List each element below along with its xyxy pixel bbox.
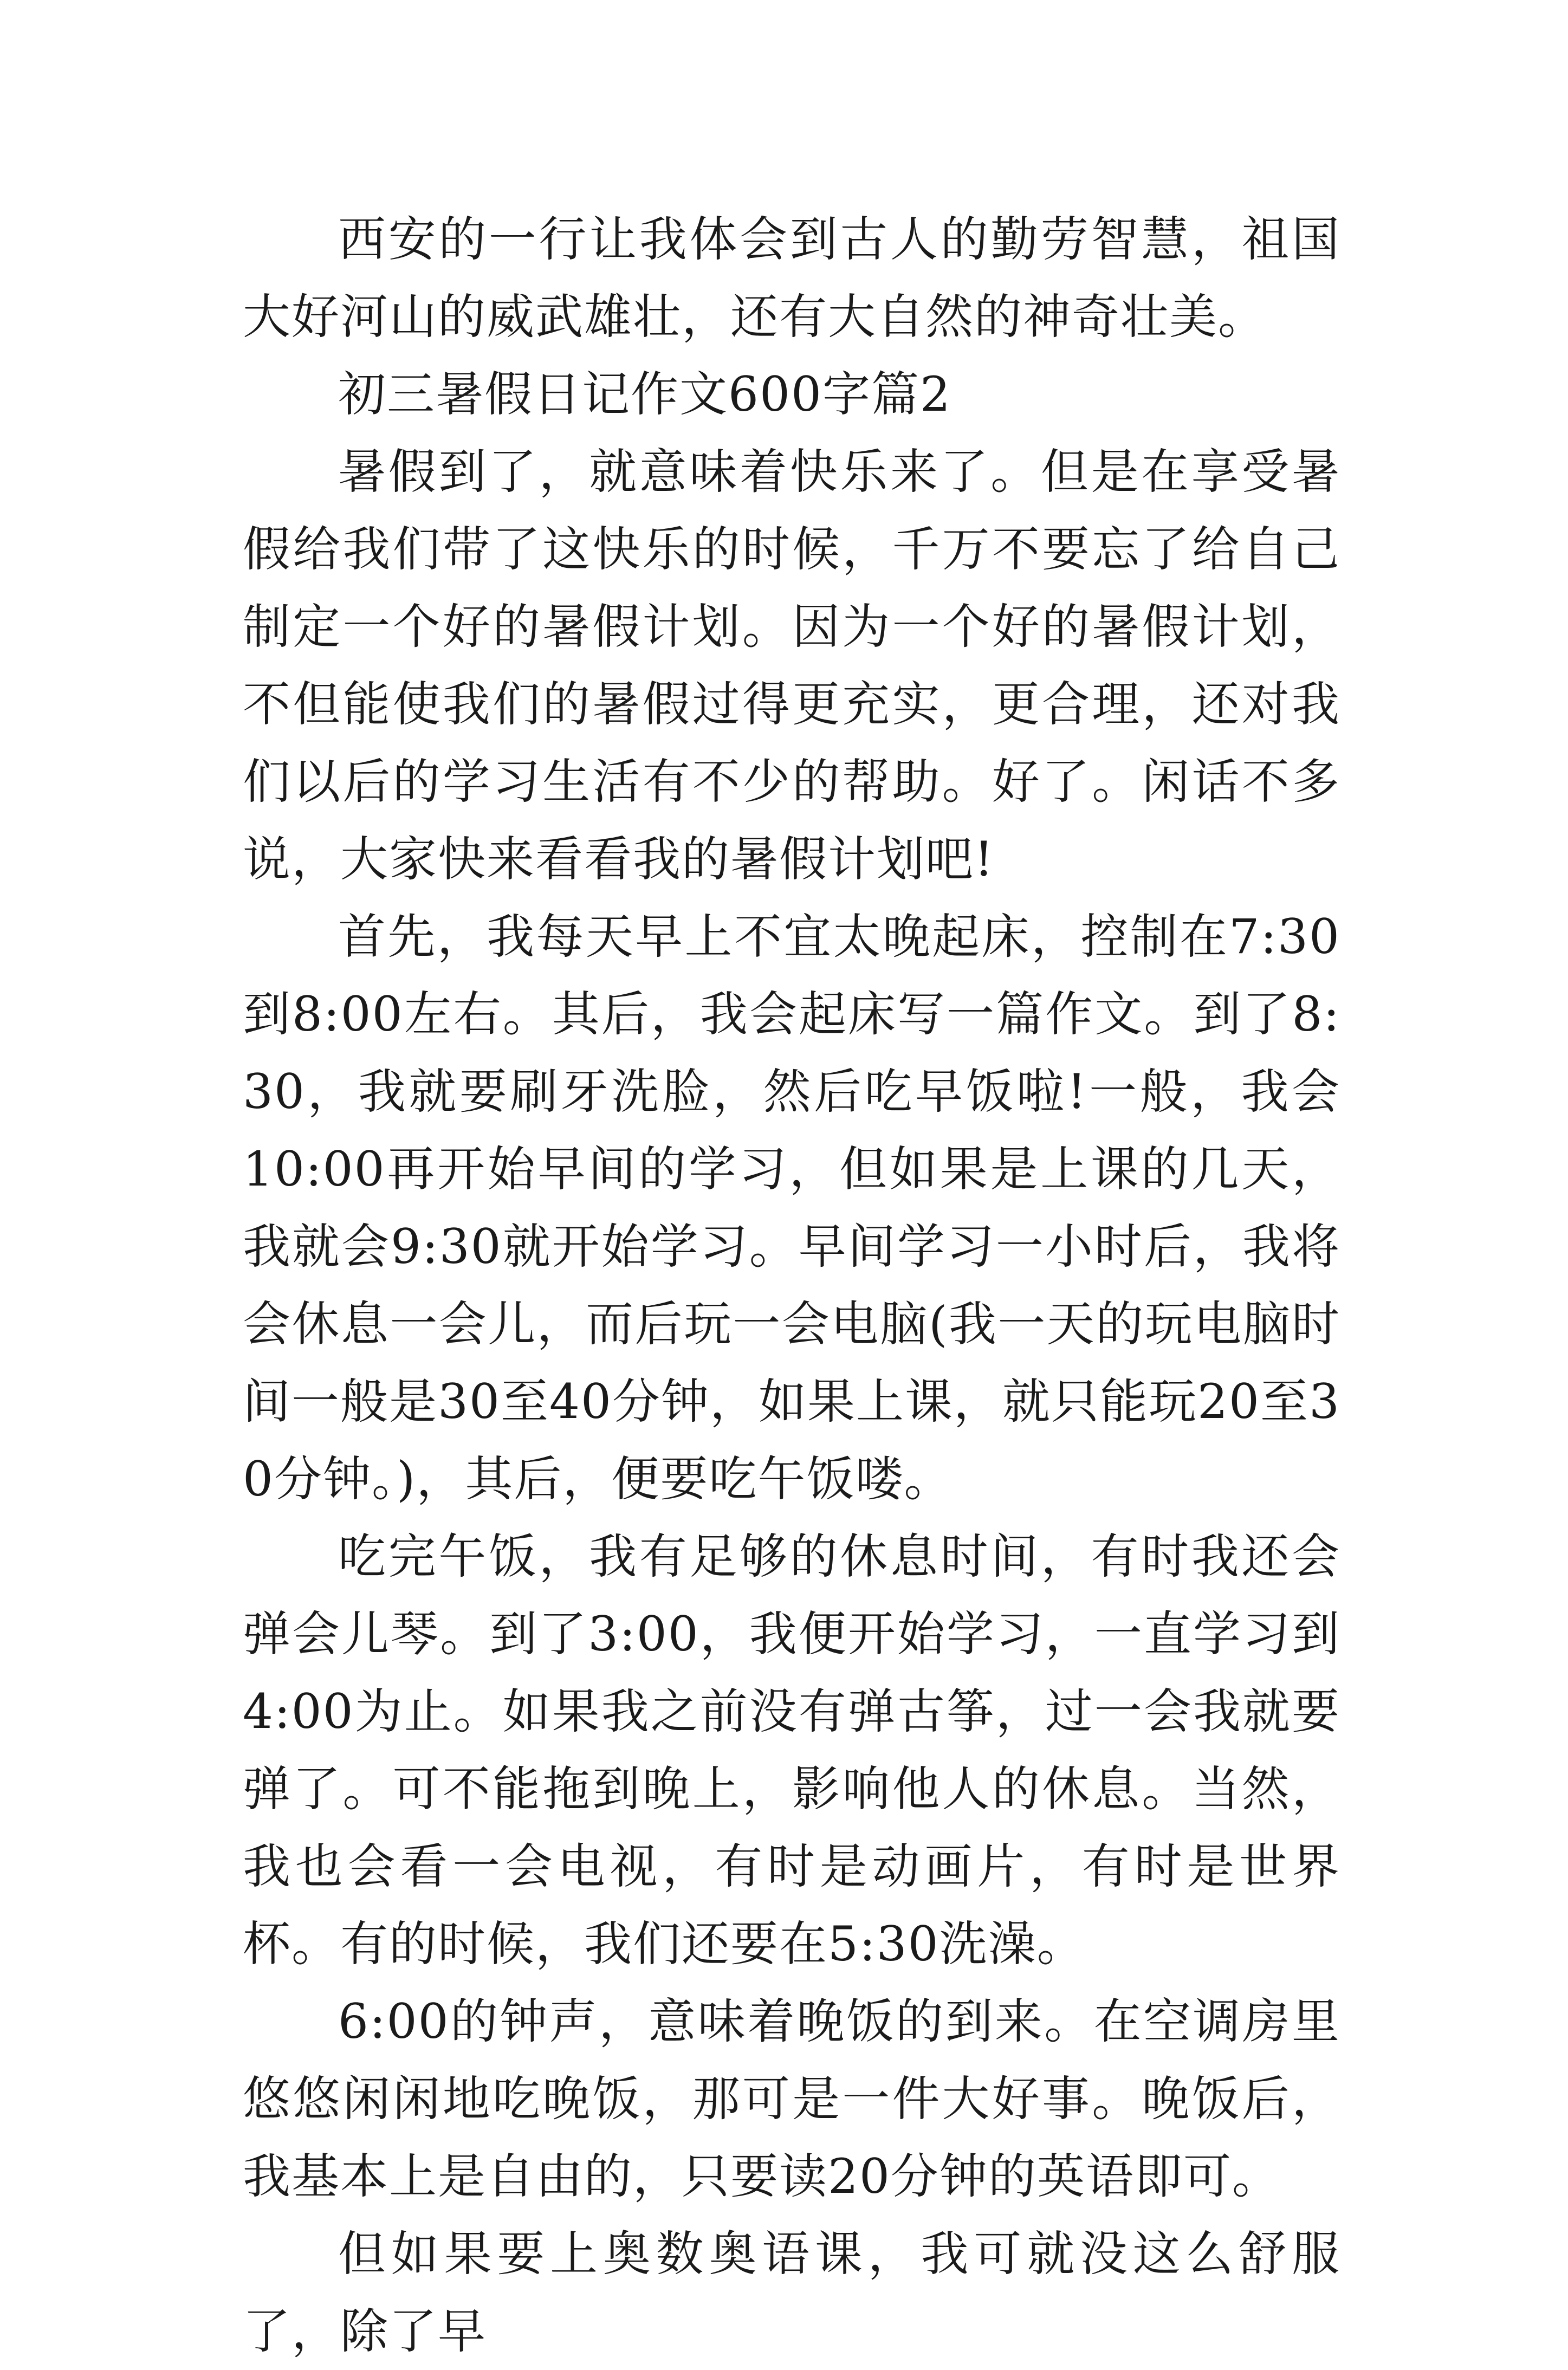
section-heading: 初三暑假日记作文600字篇2 xyxy=(338,366,951,422)
paragraph-xian-trip: 西安的一行让我体会到古人的勤劳智慧，祖国大好河山的威武雄壮，还有大自然的神奇壮美。 xyxy=(243,211,1340,345)
paragraph-summer-intro: 暑假到了，就意味着快乐来了。但是在享受暑假给我们带了这快乐的时候，千万不要忘了给自己制定一个好的暑假计划。因为一个好的暑假计划，不但能使我们的暑假过得更充实，更合理，还对我们以后的学习生活有不少的帮助。好了。闲话不多说，大家快来看看我的暑假计划吧! xyxy=(243,444,1340,887)
paragraph-afternoon-plan: 吃完午饭，我有足够的休息时间，有时我还会弹会儿琴。到了3:00，我便开始学习，一直学习到4:00为止。如果我之前没有弹古筝，过一会我就要弹了。可不能拖到晚上，影响他人的休息。当然，我也会看一会电视，有时是动画片，有时是世界杯。有的时候，我们还要在5:30洗澡。 xyxy=(243,1529,1340,1972)
paragraph-evening-plan: 6:00的钟声，意味着晚饭的到来。在空调房里悠悠闲闲地吃晚饭，那可是一件大好事。晚饭后，我基本上是自由的，只要读20分钟的英语即可。 xyxy=(243,1993,1340,2204)
paragraph-olympiad-classes: 但如果要上奥数奥语课，我可就没这么舒服了，除了早 xyxy=(243,2226,1340,2359)
document-body xyxy=(243,200,1340,2370)
paragraph-morning-plan: 首先，我每天早上不宜太晚起床，控制在7:30到8:00左右。其后，我会起床写一篇作文。到了8:30，我就要刷牙洗脸，然后吃早饭啦!一般，我会 10:00再开始早间的学习，但如果是上课的几天，我就会9:30就开始学习。早间学习一小时后，我将会休息一会儿，而后玩一会电脑(我一天的玩电脑时间一般是30至40分钟，如果上课，就只能玩20至30分钟。)，其后，便要吃午饭喽。 xyxy=(243,909,1340,1507)
